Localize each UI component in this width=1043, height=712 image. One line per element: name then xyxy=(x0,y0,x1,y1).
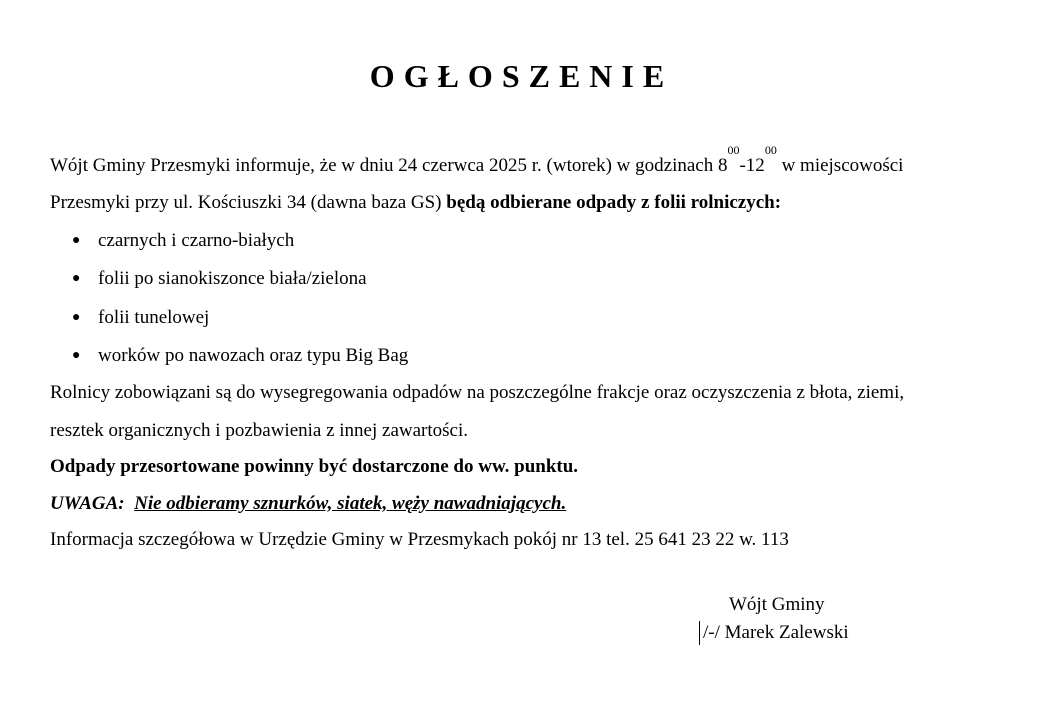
intro-text-a: Wójt Gminy Przesmyki informuje, że w dniu 24 czerwca 2025 r. (wtorek) w godzinach 8 xyxy=(50,155,728,176)
warning-label: UWAGA: xyxy=(50,493,125,514)
list-item-text: worków po nawozach oraz typu Big Bag xyxy=(98,345,409,366)
start-hour-superscript: 00 xyxy=(727,143,740,157)
intro-line-1 xyxy=(50,143,904,178)
end-hour-superscript: 00 xyxy=(764,143,777,157)
warning-line xyxy=(50,492,566,516)
document-title: OGŁOSZENIE xyxy=(369,58,674,94)
intro-location-text: Przesmyki przy ul. Kościuszki 34 (dawna baza GS) xyxy=(50,192,447,213)
list-item xyxy=(72,267,367,293)
list-item xyxy=(72,306,209,332)
list-item xyxy=(72,229,294,255)
list-item xyxy=(72,344,408,370)
bullet-icon: ● xyxy=(72,310,81,325)
intro-text-b: -12 xyxy=(739,155,765,176)
signature-name: /-/ Marek Zalewski xyxy=(699,621,849,645)
intro-line-2 xyxy=(50,191,781,215)
delivery-note: Odpady przesortowane powinny być dostarczone do ww. punktu. xyxy=(50,456,579,477)
intro-text-c: w miejscowości xyxy=(776,155,904,176)
signature-role: Wójt Gminy xyxy=(729,594,825,615)
list-item-text: czarnych i czarno-białych xyxy=(98,230,295,251)
list-item-text: folii tunelowej xyxy=(98,307,210,328)
list-item-text: folii po sianokiszonce biała/zielona xyxy=(98,268,367,289)
obligation-line-1: Rolnicy zobowiązani są do wysegregowania odpadów na poszczególne frakcje oraz oczyszczenia z błota, ziemi, xyxy=(50,382,905,403)
obligation-line-2: resztek organicznych i pozbawienia z innej zawartości. xyxy=(50,420,468,441)
contact-info: Informacja szczegółowa w Urzędzie Gminy w Przesmykach pokój nr 13 tel. 25 641 23 22 w. 113 xyxy=(50,529,789,550)
bullet-icon: ● xyxy=(72,233,81,248)
bullet-icon: ● xyxy=(72,348,81,363)
bullet-icon: ● xyxy=(72,271,81,286)
warning-text: Nie odbieramy sznurków, siatek, węży nawadniających. xyxy=(134,493,567,514)
intro-bold-text: będą odbierane odpady z folii rolniczych: xyxy=(446,192,782,213)
